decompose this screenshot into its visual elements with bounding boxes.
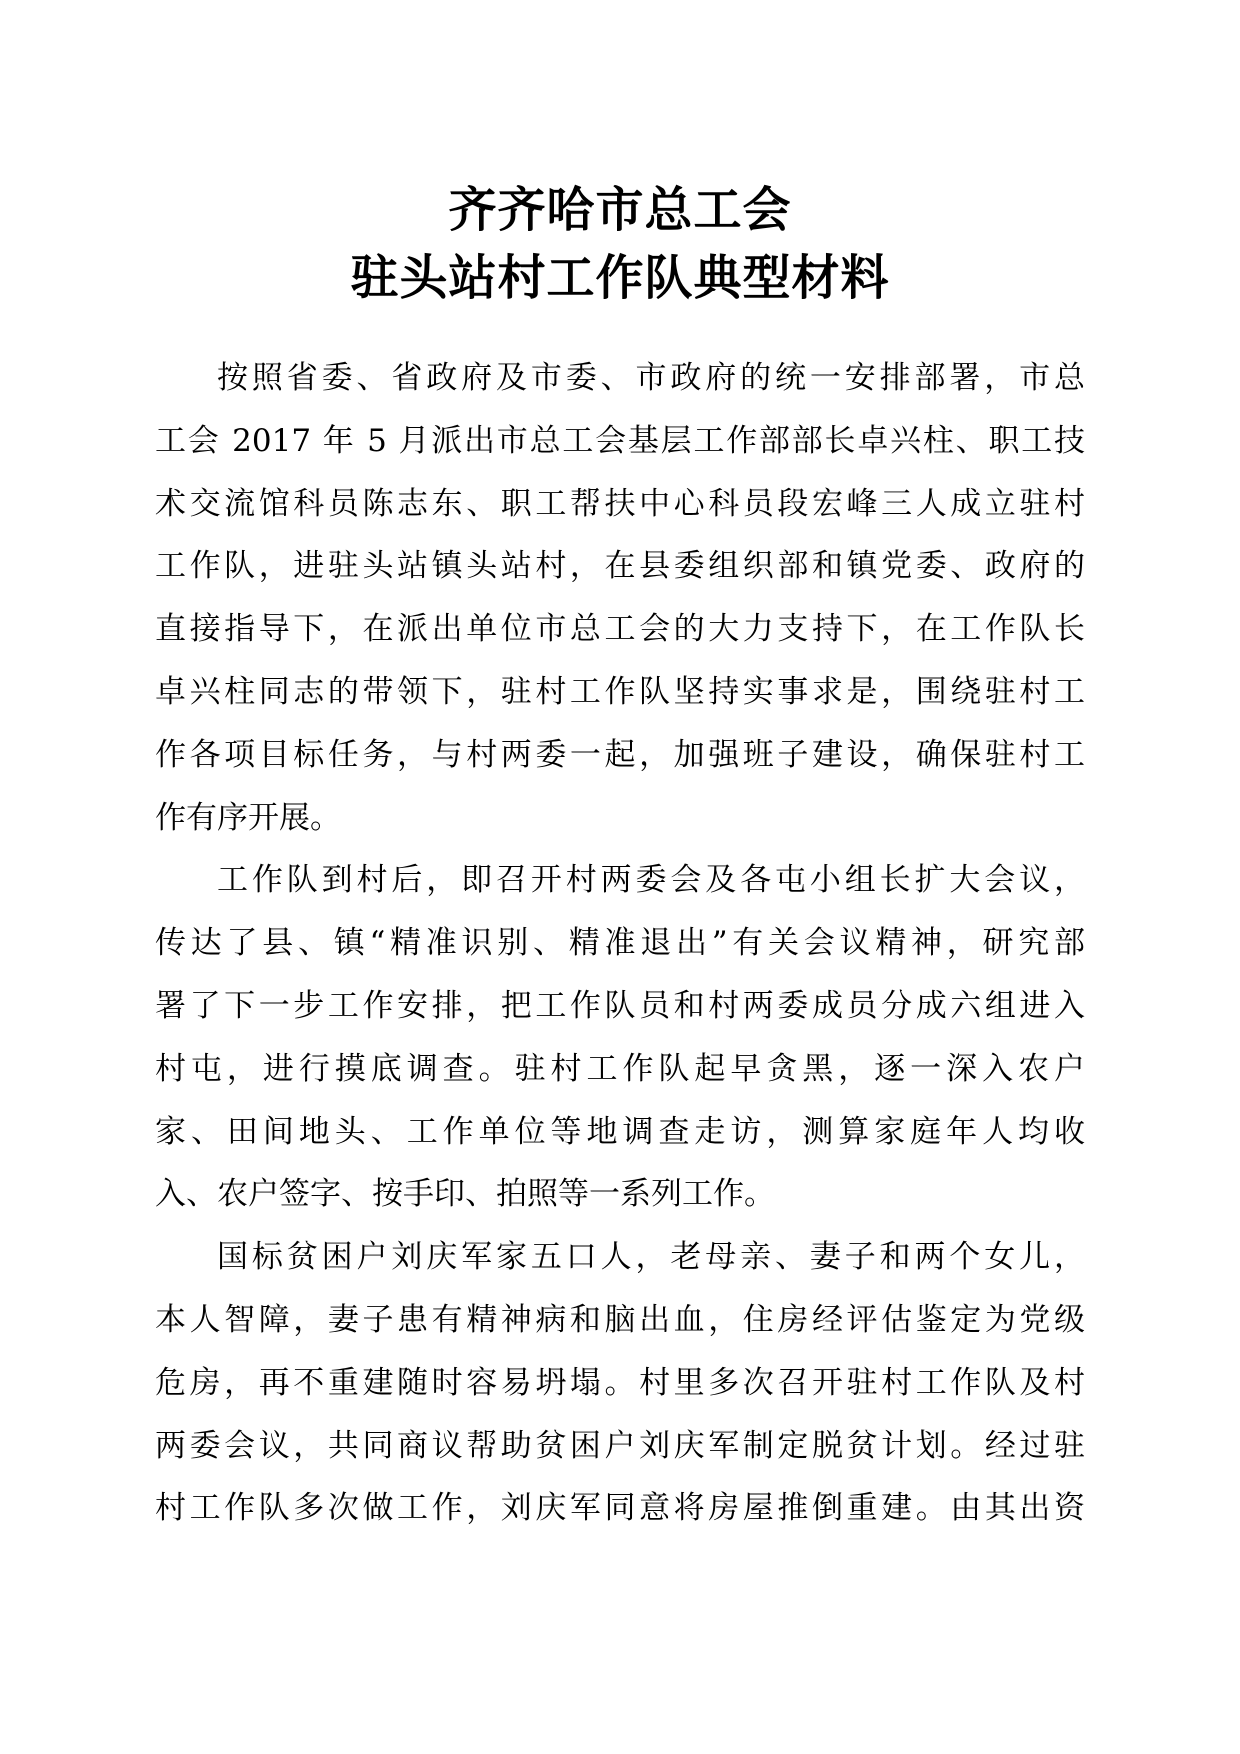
text-line: 工会 2017 年 5 月派出市总工会基层工作部部长卓兴柱、职工技 bbox=[155, 422, 1085, 459]
text-line: 家、田间地头、工作单位等地调查走访，测算家庭年人均收 bbox=[155, 1113, 1085, 1150]
text-line: 传达了县、镇“精准识别、精准退出”有关会议精神，研究部 bbox=[155, 925, 1085, 962]
text-line: 国标贫困户刘庆军家五口人，老母亲、妻子和两个女儿， bbox=[217, 1239, 1085, 1276]
document-body bbox=[155, 347, 1085, 1540]
paragraph-2 bbox=[155, 849, 1085, 1226]
paragraph-3 bbox=[155, 1226, 1085, 1540]
text-line: 村工作队多次做工作，刘庆军同意将房屋推倒重建。由其出资 bbox=[155, 1490, 1085, 1527]
text-line: 署了下一步工作安排，把工作队员和村两委成员分成六组进入 bbox=[155, 987, 1085, 1024]
text-line: 作各项目标任务，与村两委一起，加强班子建设，确保驻村工 bbox=[155, 736, 1085, 773]
text-line: 入、农户签字、按手印、拍照等一系列工作。 bbox=[155, 1176, 775, 1213]
title-line-2: 驻头站村工作队典型材料 bbox=[350, 250, 890, 306]
document-title bbox=[0, 176, 1240, 312]
text-line: 术交流馆科员陈志东、职工帮扶中心科员段宏峰三人成立驻村 bbox=[155, 485, 1085, 522]
text-line: 直接指导下，在派出单位市总工会的大力支持下，在工作队长 bbox=[155, 611, 1085, 648]
text-line: 按照省委、省政府及市委、市政府的统一安排部署，市总 bbox=[217, 360, 1085, 396]
text-line: 作有序开展。 bbox=[155, 799, 341, 836]
text-line: 危房，再不重建随时容易坍塌。村里多次召开驻村工作队及村 bbox=[155, 1364, 1085, 1401]
paragraph-1 bbox=[155, 347, 1085, 849]
text-line: 村屯，进行摸底调查。驻村工作队起早贪黑，逐一深入农户 bbox=[155, 1050, 1085, 1087]
text-line: 工作队，进驻头站镇头站村，在县委组织部和镇党委、政府的 bbox=[155, 548, 1085, 585]
text-line: 工作队到村后，即召开村两委会及各屯小组长扩大会议， bbox=[217, 862, 1085, 899]
text-line: 卓兴柱同志的带领下，驻村工作队坚持实事求是，围绕驻村工 bbox=[155, 673, 1085, 710]
text-line: 两委会议，共同商议帮助贫困户刘庆军制定脱贫计划。经过驻 bbox=[155, 1427, 1085, 1464]
text-line: 本人智障，妻子患有精神病和脑出血，住房经评估鉴定为党级 bbox=[155, 1301, 1085, 1338]
title-line-1: 齐齐哈市总工会 bbox=[448, 182, 792, 238]
